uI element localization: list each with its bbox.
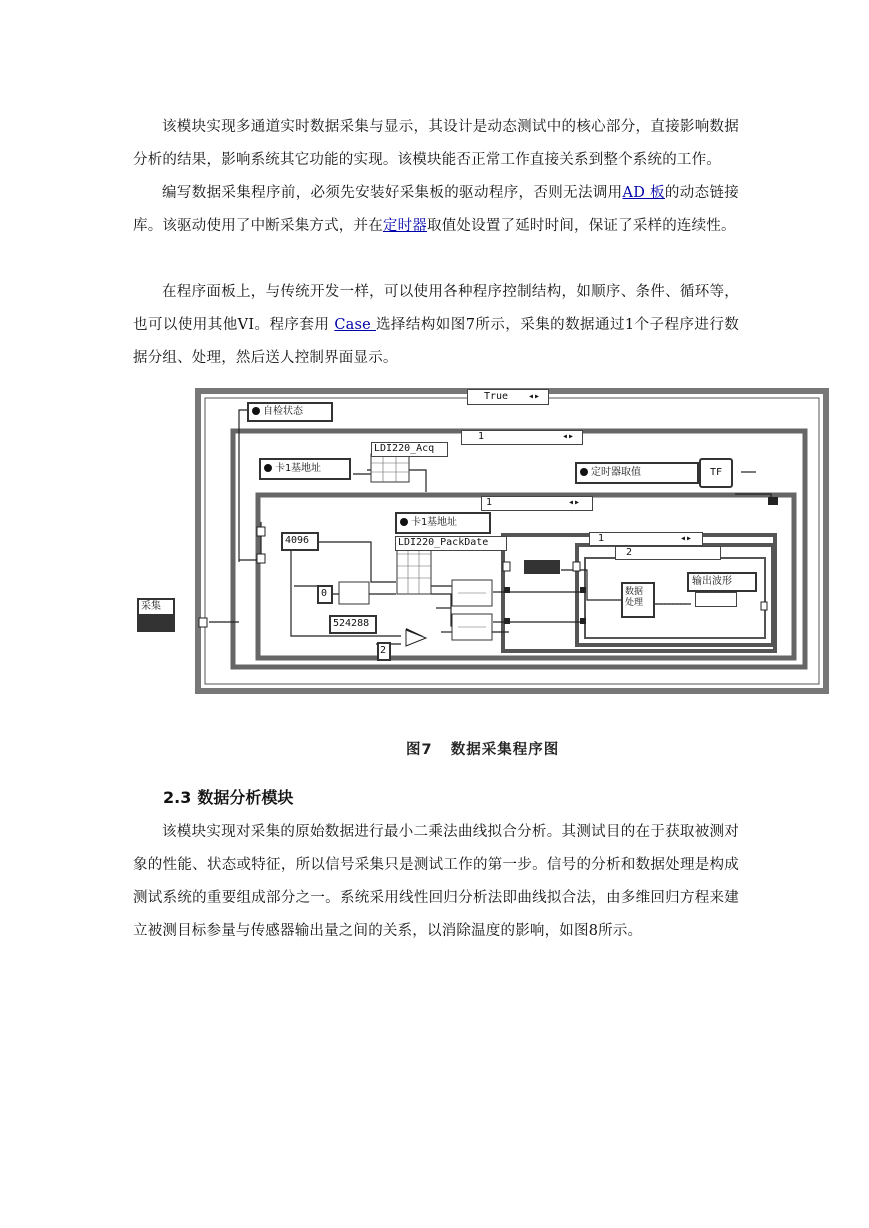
ad-board-link[interactable]: AD 板 — [622, 185, 665, 201]
case-true-arrows-icon: ◂▸ — [528, 391, 541, 402]
data-proc-label: 数据 处理 — [625, 587, 644, 608]
sequence-selector-inner[interactable] — [481, 496, 593, 511]
ldi220-packdate-vi — [395, 536, 507, 551]
card-base1-label: 卡1基地址 — [264, 463, 321, 475]
timer-link[interactable]: 定时器 — [382, 218, 428, 234]
card1-base-address-node-2 — [395, 512, 491, 534]
case-link[interactable]: Case — [334, 317, 376, 333]
labview-block-diagram-figure — [131, 382, 831, 698]
seq1-arrows-icon: ◂▸ — [562, 431, 575, 442]
card-base2-label: 卡1基地址 — [400, 517, 457, 529]
seq1b-arrows-icon: ◂▸ — [568, 497, 581, 508]
index-node — [524, 560, 560, 574]
self-check-status-node — [247, 402, 333, 422]
seq1c-arrows-icon: ◂▸ — [680, 533, 693, 544]
sequence-selector-1[interactable] — [461, 430, 583, 445]
section-title: 数据分析模块 — [197, 788, 294, 807]
p2-text-c: 取值处设置了延时时间，保证了采样的连续性。 — [427, 218, 736, 234]
paragraph-driver-install — [133, 177, 739, 243]
seq1b-label: 1 — [486, 497, 493, 508]
timer-value-label: 定时器取值 — [580, 467, 641, 479]
const-524288-label: 524288 — [333, 618, 370, 629]
acq-vi-label: LDI220_Acq — [374, 443, 435, 454]
constant-524288 — [329, 615, 377, 634]
paragraph-program-panel — [133, 276, 739, 375]
waveform-indicator — [695, 592, 737, 607]
card1-base-address-node — [259, 458, 351, 480]
section-heading — [163, 785, 293, 808]
case-selector-2[interactable] — [615, 546, 721, 560]
case2-label: 2 — [626, 547, 633, 558]
output-wave-label: 输出波形 — [692, 576, 732, 587]
p2-text-b: 的动态链接库。该驱动使用了中断采集方式，并在 — [133, 185, 739, 234]
seq1c-label: 1 — [598, 533, 605, 544]
const-4096-label: 4096 — [285, 535, 310, 546]
section-number: 2.3 — [163, 788, 192, 807]
timer-value-node — [575, 462, 699, 484]
output-waveform-node — [687, 572, 757, 592]
paragraph-data-analysis: 该模块实现对采集的原始数据进行最小二乘法曲线拟合分析。其测试目的在于获取被测对象的性能、状态或特征，所以信号采集只是测试工作的第一步。信号的分析和数据处理是构成测试系统的重要组成部分之一。系统采用线性回归分析法即曲线拟合法，由多维回归方程来建立被测目标参量与传感器输出量之间的关系，以消除温度的影响，如图8所示。 — [133, 824, 739, 939]
paragraph-realtime-acquisition: 该模块实现多通道实时数据采集与显示，其设计是动态测试中的核心部分，直接影响数据分析的结果，影响系统其它功能的实现。该模块能否正常工作直接关系到整个系统的工作。 — [133, 119, 739, 168]
const-2-label: 2 — [380, 645, 387, 656]
p2-text-a: 编写数据采集程序前，必须先安装好采集板的驱动程序，否则无法调用 — [162, 185, 623, 201]
sequence-selector-case[interactable] — [589, 532, 703, 546]
timer-icon-node — [699, 458, 733, 488]
p3-text-a: 在程序面板上，与传统开发一样，可以使用各种程序控制结构，如顺序、条件、循环等，也可以使用其他VI。程序套用 — [133, 284, 739, 333]
constant-2 — [377, 642, 391, 661]
data-processing-subvi — [621, 582, 655, 618]
collect-label: 采集 — [141, 601, 161, 612]
const-0-label: 0 — [321, 588, 328, 599]
tf-label: TF — [710, 467, 723, 478]
figure-caption: 图7 数据采集程序图 — [406, 742, 560, 758]
constant-0 — [317, 585, 333, 604]
constant-4096 — [281, 532, 319, 551]
case-true-label: True — [484, 391, 509, 402]
case-selector-true[interactable] — [467, 389, 549, 405]
ldi220-acq-vi — [371, 442, 448, 457]
pack-vi-label: LDI220_PackDate — [398, 537, 489, 548]
p3-text-b: 选择结构如图7所示，采集的数据通过1个子程序进行数据分组、处理，然后送人控制界面显示。 — [133, 317, 740, 366]
seq1-label: 1 — [478, 431, 485, 442]
collect-control[interactable] — [137, 614, 175, 632]
self-check-label: 自检状态 — [252, 406, 303, 418]
